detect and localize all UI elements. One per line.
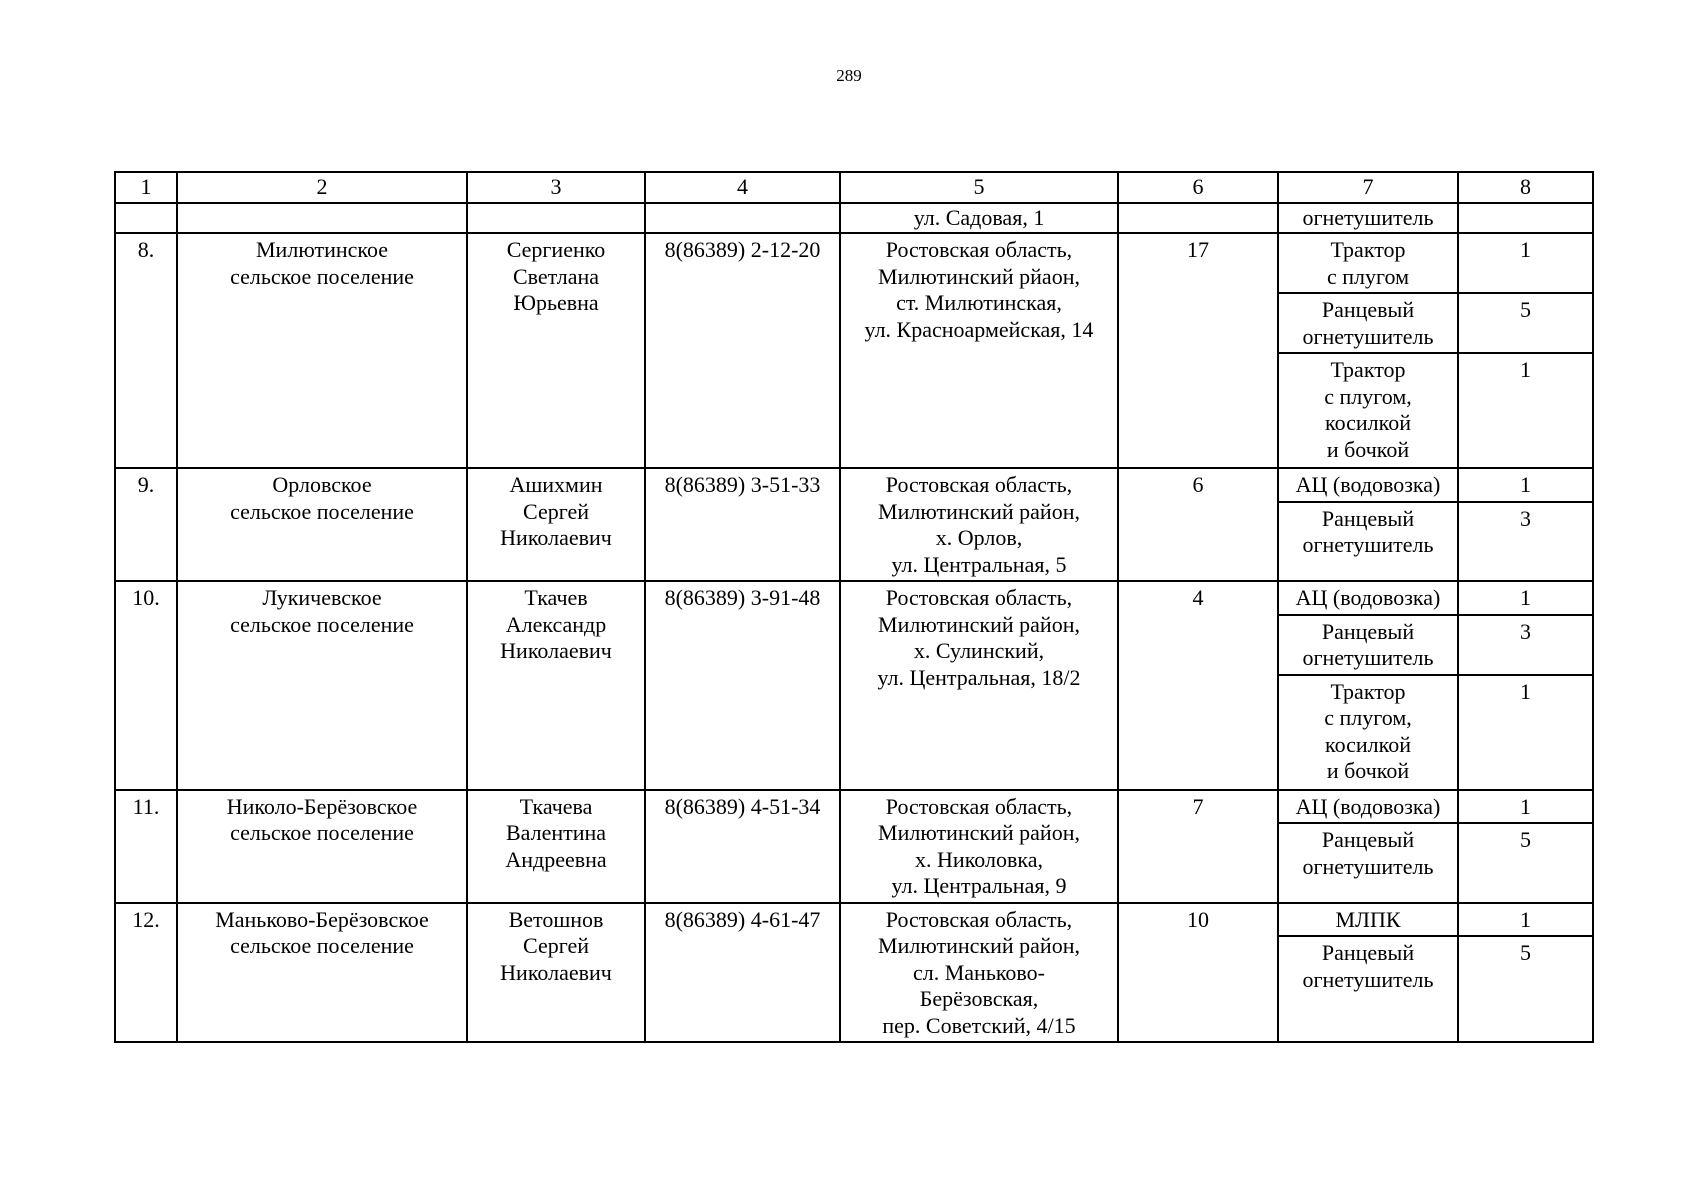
row-number-cell: 11. [115, 790, 177, 903]
count-cell [1458, 468, 1593, 581]
people-cell: 4 [1118, 581, 1278, 790]
people-cell: 7 [1118, 790, 1278, 903]
equipment-cell: огнетушитель [1278, 203, 1458, 234]
address-cell: Ростовская область, Милютинский район, х. Орлов, ул. Центральная, 5 [840, 468, 1118, 581]
settlement-cell [177, 203, 467, 234]
head-cell: Ветошнов Сергей Николаевич [467, 903, 645, 1043]
equipment-count: 5 [1520, 827, 1531, 852]
settlement-cell: Маньково-Берёзовское сельское поселение [177, 903, 467, 1043]
row-number-cell: 9. [115, 468, 177, 581]
equipment-item: АЦ (водовозка) [1279, 791, 1457, 825]
people-cell [1118, 203, 1278, 234]
table-row [115, 233, 1593, 468]
row-number-cell: 10. [115, 581, 177, 790]
equipment-item: МЛПК [1279, 904, 1457, 938]
column-number: 8 [1458, 172, 1593, 203]
settlement-cell: Лукичевское сельское поселение [177, 581, 467, 790]
column-number: 2 [177, 172, 467, 203]
equipment-count: 1 [1459, 582, 1592, 616]
continuation-row [115, 203, 1593, 234]
count-cell [1458, 581, 1593, 790]
equipment-item: Ранцевый огнетушитель [1302, 940, 1434, 992]
phone-cell: 8(86389) 2-12-20 [645, 233, 840, 468]
equipment-count: 1 [1459, 904, 1592, 938]
count-cell [1458, 203, 1593, 234]
settlements-table [114, 171, 1594, 1043]
equipment-item: Трактор с плугом, косилкой и бочкой [1324, 678, 1412, 783]
count-cell [1458, 233, 1593, 468]
count-cell [1458, 790, 1593, 903]
table-row [115, 581, 1593, 790]
equipment-item: Ранцевый огнетушитель [1279, 294, 1457, 354]
column-number: 4 [645, 172, 840, 203]
equipment-count: 1 [1459, 234, 1592, 294]
head-cell: Ткачева Валентина Андреевна [467, 790, 645, 903]
people-cell: 6 [1118, 468, 1278, 581]
equipment-item: Трактор с плугом [1279, 234, 1457, 294]
column-number: 6 [1118, 172, 1278, 203]
phone-cell: 8(86389) 4-51-34 [645, 790, 840, 903]
equipment-count: 3 [1459, 616, 1592, 676]
equipment-item: Ранцевый огнетушитель [1302, 827, 1434, 879]
address-cell: Ростовская область, Милютинский рйаон, ст. Милютинская, ул. Красноармейская, 14 [840, 233, 1118, 468]
table-row [115, 903, 1593, 1043]
people-cell: 17 [1118, 233, 1278, 468]
phone-cell [645, 203, 840, 234]
head-cell: Ткачев Александр Николаевич [467, 581, 645, 790]
settlement-cell: Милютинское сельское поселение [177, 233, 467, 468]
equipment-cell [1278, 581, 1458, 790]
address-cell: Ростовская область, Милютинский район, сл. Маньково- Берёзовская, пер. Советский, 4/15 [840, 903, 1118, 1043]
column-number: 3 [467, 172, 645, 203]
equipment-cell [1278, 903, 1458, 1043]
address-cell: Ростовская область, Милютинский район, х. Николовка, ул. Центральная, 9 [840, 790, 1118, 903]
equipment-item: АЦ (водовозка) [1279, 469, 1457, 503]
row-number-cell: 8. [115, 233, 177, 468]
address-cell: ул. Садовая, 1 [840, 203, 1118, 234]
equipment-cell [1278, 468, 1458, 581]
table-row [115, 790, 1593, 903]
settlement-cell: Орловское сельское поселение [177, 468, 467, 581]
count-cell [1458, 903, 1593, 1043]
row-number-cell: 12. [115, 903, 177, 1043]
equipment-item: Ранцевый огнетушитель [1279, 616, 1457, 676]
people-cell: 10 [1118, 903, 1278, 1043]
row-number-cell [115, 203, 177, 234]
column-number: 7 [1278, 172, 1458, 203]
equipment-count: 5 [1459, 294, 1592, 354]
head-cell: Сергиенко Светлана Юрьевна [467, 233, 645, 468]
column-number: 5 [840, 172, 1118, 203]
table-row [115, 468, 1593, 581]
equipment-count: 1 [1520, 357, 1531, 382]
equipment-item: Трактор с плугом, косилкой и бочкой [1324, 357, 1412, 462]
table-body [115, 172, 1593, 1042]
settlement-cell: Николо-Берёзовское сельское поселение [177, 790, 467, 903]
phone-cell: 8(86389) 3-51-33 [645, 468, 840, 581]
equipment-count: 1 [1520, 678, 1531, 704]
equipment-count: 5 [1520, 940, 1531, 965]
phone-cell: 8(86389) 3-91-48 [645, 581, 840, 790]
equipment-count: 1 [1459, 791, 1592, 825]
equipment-item: Ранцевый огнетушитель [1302, 505, 1434, 557]
equipment-cell [1278, 233, 1458, 468]
head-cell: Ашихмин Сергей Николаевич [467, 468, 645, 581]
address-cell: Ростовская область, Милютинский район, х. Сулинский, ул. Центральная, 18/2 [840, 581, 1118, 790]
head-cell [467, 203, 645, 234]
column-number-row [115, 172, 1593, 203]
equipment-count: 1 [1459, 469, 1592, 503]
equipment-count: 3 [1520, 505, 1531, 531]
page-number: 289 [836, 66, 862, 85]
phone-cell: 8(86389) 4-61-47 [645, 903, 840, 1043]
equipment-item: АЦ (водовозка) [1279, 582, 1457, 616]
column-number: 1 [115, 172, 177, 203]
equipment-cell [1278, 790, 1458, 903]
